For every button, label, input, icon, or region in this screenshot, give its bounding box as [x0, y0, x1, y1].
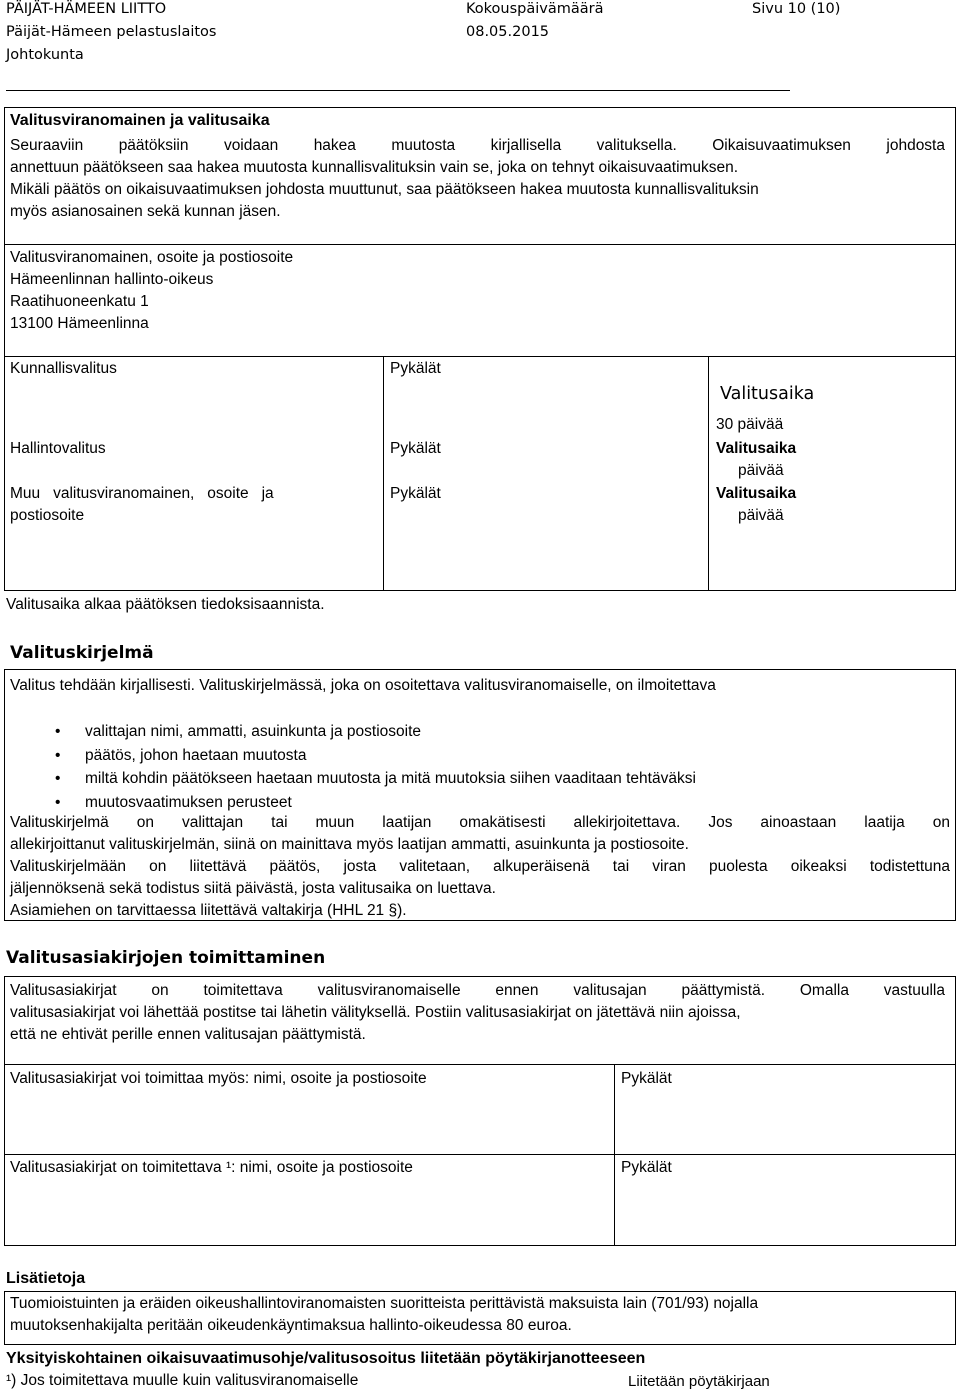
meeting-date: 08.05.2015: [466, 24, 550, 40]
kunnallis-days: 30 päivää: [716, 416, 784, 433]
list-item-text: miltä kohdin päätökseen haetaan muutosta ja mitä muutoksia siihen vaaditaan tehtäväksi: [85, 770, 696, 787]
letter-line: jäljennöksenä sekä todistus siitä päivästä, josta valitusaika on luettava.: [10, 880, 496, 897]
hallinto-pykalat: Pykälät: [390, 440, 441, 457]
list-item-text: valittajan nimi, ammatti, asuinkunta ja postiosoite: [85, 723, 421, 740]
authority-line: Mikäli päätös on oikaisuvaatimuksen johdosta muuttunut, saa päätökseen hakea muutosta kunnallisvalituksin: [10, 181, 759, 198]
delivery-row2-pykalat: Pykälät: [621, 1159, 672, 1176]
kunnallis-pykalat: Pykälät: [390, 360, 441, 377]
letter-line: Valituskirjelmään on liitettävä päätös, josta valitetaan, alkuperäisenä tai viran puolesta oikeaksi todistettuna: [10, 858, 950, 875]
list-item-text: muutosvaatimuksen perusteet: [85, 793, 292, 811]
footer-title: Yksityiskohtainen oikaisuvaatimusohje/valitusosoitus liitetään pöytäkirjanotteeseen: [6, 1350, 646, 1367]
letter-paragraph: [10, 812, 950, 922]
table-col-divider: [708, 356, 709, 591]
list-item: [10, 720, 940, 744]
address-label: Valitusviranomainen, osoite ja postiosoite: [10, 249, 294, 266]
letter-line: Asiamiehen on tarvittaessa liitettävä valtakirja (HHL 21 §).: [10, 902, 407, 919]
table-col-divider: [383, 356, 384, 591]
bullet-icon: •: [55, 723, 61, 740]
delivery-text: [10, 980, 945, 1046]
authority-line: myös asianosainen sekä kunnan jäsen.: [10, 203, 281, 220]
bullet-icon: •: [55, 793, 61, 811]
authority-heading: Valitusviranomainen ja valitusaika: [10, 112, 270, 129]
list-item: [10, 744, 940, 768]
hallintovalitus-label: Hallintovalitus: [10, 440, 106, 457]
authority-city: 13100 Hämeenlinna: [10, 315, 149, 332]
authority-line: annettuun päätökseen saa hakea muutosta kunnallisvalituksin vain se, joka on tehnyt oikaisuvaatimuksen.: [10, 159, 739, 176]
letter-heading: Valituskirjelmä: [10, 643, 154, 663]
bullet-icon: •: [55, 746, 61, 764]
more-info-line: muutoksenhakijalta peritään oikeudenkäyntimaksua hallinto-oikeudessa 80 euroa.: [10, 1317, 572, 1334]
footer-note: ¹) Jos toimitettava muulle kuin valitusviranomaiselle: [6, 1372, 359, 1389]
footer-attached: Liitetään pöytäkirjaan: [628, 1373, 770, 1390]
time-start-text: Valitusaika alkaa päätöksen tiedoksisaannista.: [6, 596, 325, 613]
muu-label: Muu valitusviranomainen, osoite ja: [10, 485, 274, 502]
authority-text: [10, 135, 945, 223]
delivery-divider: [4, 1064, 956, 1065]
more-info-line: Tuomioistuinten ja eräiden oikeushallintoviranomaisten suoritteista perittävistä maksuista lain (701/93) nojalla: [10, 1295, 759, 1312]
body-name: Johtokunta: [6, 47, 84, 63]
delivery-row1-label: Valitusasiakirjat voi toimittaa myös: nimi, osoite ja postiosoite: [10, 1070, 427, 1087]
page-number: Sivu 10 (10): [752, 1, 841, 17]
kunnallis-valitusaika: Valitusaika: [720, 384, 815, 404]
delivery-line: että ne ehtivät perille ennen valitusajan päättymistä.: [10, 1026, 366, 1043]
kunnallisvalitus-label: Kunnallisvalitus: [10, 360, 117, 377]
muu-days: päivää: [738, 507, 784, 524]
authority-name: Hämeenlinnan hallinto-oikeus: [10, 271, 214, 288]
hallinto-days: päivää: [738, 462, 784, 479]
list-item-text: päätös, johon haetaan muutosta: [85, 746, 307, 764]
delivery-heading: Valitusasiakirjojen toimittaminen: [6, 948, 326, 968]
authority-address: [10, 247, 293, 335]
org-name: PÄIJÄT-HÄMEEN LIITTO: [6, 1, 167, 17]
letter-intro: Valitus tehdään kirjallisesti. Valituskirjelmässä, joka on osoitettava valitusviranomaiselle, on ilmoitettava: [10, 677, 716, 694]
delivery-divider: [4, 1154, 956, 1155]
muu-pykalat: Pykälät: [390, 485, 441, 502]
muu-valitusaika: Valitusaika: [716, 485, 797, 502]
list-item: [10, 767, 940, 791]
muu-label-2: postiosoite: [10, 507, 85, 524]
header-rule: [6, 90, 790, 91]
letter-line: Valituskirjelmä on valittajan tai muun laatijan omakätisesti allekirjoitettava. Jos ainoastaan laatija on: [10, 814, 950, 831]
letter-line: allekirjoittanut valituskirjelmän, siinä on mainittava myös laatijan ammatti, asuinkunta ja postiosoite.: [10, 836, 689, 853]
authority-street: Raatihuoneenkatu 1: [10, 293, 149, 310]
delivery-row2-label: Valitusasiakirjat on toimitettava ¹: nimi, osoite ja postiosoite: [10, 1159, 413, 1176]
authority-line: Seuraaviin päätöksiin voidaan hakea muutosta kirjallisella valituksella. Oikaisuvaatimuksen johdosta: [10, 137, 945, 154]
bullet-icon: •: [55, 770, 61, 787]
delivery-row1-pykalat: Pykälät: [621, 1070, 672, 1087]
hallinto-valitusaika: Valitusaika: [716, 440, 797, 457]
table-divider: [4, 356, 956, 357]
letter-requirements: [10, 720, 940, 814]
dept-name: Päijät-Hämeen pelastuslaitos: [6, 24, 217, 40]
delivery-line: valitusasiakirjat voi lähettää postitse tai lähetin välityksellä. Postiin valitusasiakirjat on jätettävä niin ajoissa,: [10, 1004, 741, 1021]
more-info-text: [10, 1293, 945, 1337]
more-info-heading: Lisätietoja: [6, 1270, 86, 1287]
list-item: [10, 791, 940, 815]
delivery-col-divider: [614, 1064, 615, 1246]
delivery-line: Valitusasiakirjat on toimitettava valitusviranomaiselle ennen valitusajan päättymistä. Omalla vastuulla: [10, 982, 945, 999]
date-label: Kokouspäivämäärä: [466, 1, 604, 17]
